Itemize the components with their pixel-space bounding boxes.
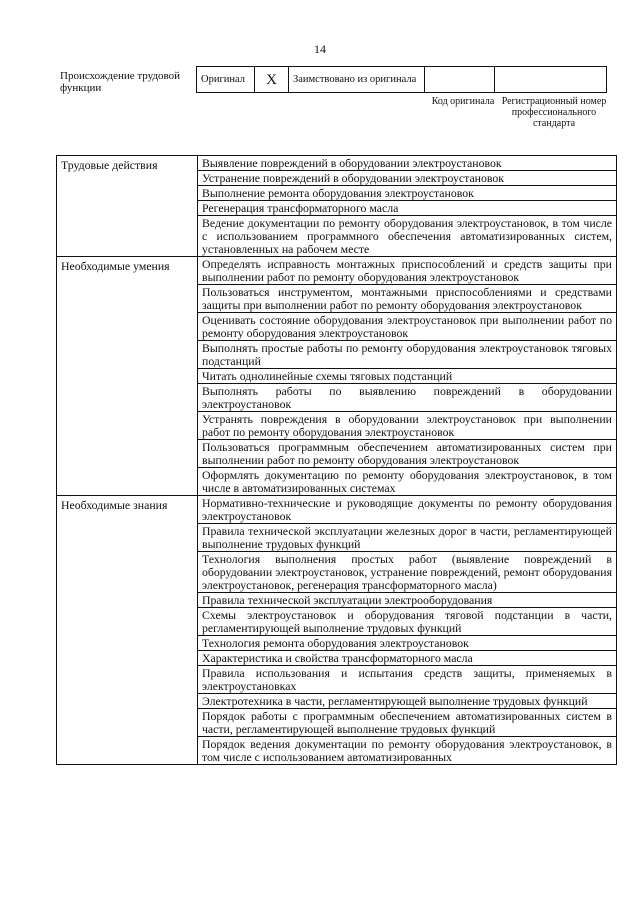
required-knowledge-item: Правила технической эксплуатации электрооборудования	[198, 593, 617, 608]
required-skills-item: Пользоваться программным обеспечением автоматизированных систем при выполнении работ по ремонту оборудования электроустановок	[198, 440, 617, 468]
labor-actions-item: Ведение документации по ремонту оборудования электроустановок, в том числе с использованием программного обеспечения автоматизированных систем, установленных на рабочем месте	[198, 216, 617, 257]
required-knowledge-item: Электротехника в части, регламентирующей выполнение трудовых функций	[198, 694, 617, 709]
original-mark: X	[255, 67, 289, 93]
labor-actions-item: Устранение повреждений в оборудовании электроустановок	[198, 171, 617, 186]
function-origin-table	[196, 66, 607, 93]
required-knowledge-item: Порядок ведения документации по ремонту оборудования электроустановок, в том числе с использованием автоматизированных	[198, 737, 617, 765]
table-row	[57, 156, 617, 171]
required-knowledge-item: Технология выполнения простых работ (выявление повреждений в оборудовании электроустановок, устранение повреждений, ремонт оборудования электроустановок, регенерация трансформаторного масла)	[198, 552, 617, 593]
labor-actions-item: Выполнение ремонта оборудования электроустановок	[198, 186, 617, 201]
required-knowledge-label: Необходимые знания	[57, 496, 198, 765]
registration-number-cell	[495, 67, 607, 93]
labor-actions-item: Выявление повреждений в оборудовании электроустановок	[198, 156, 617, 171]
labor-actions-label: Трудовые действия	[57, 156, 198, 257]
required-skills-item: Читать однолинейные схемы тяговых подстанций	[198, 369, 617, 384]
registration-caption: Регистрационный номер профессионального стандарта	[501, 96, 607, 129]
required-knowledge-item: Правила технической эксплуатации железных дорог в части, регламентирующей выполнение трудовых функций	[198, 524, 617, 552]
required-skills-item: Оформлять документацию по ремонту оборудования электроустановок, в том числе в автоматизированных системах	[198, 468, 617, 496]
required-skills-item: Оценивать состояние оборудования электроустановок при выполнении работ по ремонту оборудования электроустановок	[198, 313, 617, 341]
table-row	[57, 257, 617, 285]
required-knowledge-item: Технология ремонта оборудования электроустановок	[198, 636, 617, 651]
required-knowledge-item: Порядок работы с программным обеспечением автоматизированных систем в части, регламентирующей выполнение трудовых функций	[198, 709, 617, 737]
required-skills-item: Выполнять работы по выявлению повреждений в оборудовании электроустановок	[198, 384, 617, 412]
function-origin-block	[56, 66, 616, 150]
labor-function-body	[57, 156, 617, 765]
borrowed-label: Заимствовано из оригинала	[289, 67, 425, 93]
required-skills-item: Выполнять простые работы по ремонту оборудования электроустановок тяговых подстанций	[198, 341, 617, 369]
required-knowledge-item: Правила использования и испытания средств защиты, применяемых в электроустановках	[198, 666, 617, 694]
required-skills-label: Необходимые умения	[57, 257, 198, 496]
code-caption: Код оригинала	[431, 96, 495, 107]
required-knowledge-item: Нормативно-технические и руководящие документы по ремонту оборудования электроустановок	[198, 496, 617, 524]
page-number: 14	[314, 42, 326, 56]
labor-actions-item: Регенерация трансформаторного масла	[198, 201, 617, 216]
required-knowledge-item: Характеристика и свойства трансформаторного масла	[198, 651, 617, 666]
required-skills-item: Устранять повреждения в оборудовании электроустановок при выполнении работ по ремонту оборудования электроустановок	[198, 412, 617, 440]
labor-function-table	[56, 155, 617, 765]
function-origin-label: Происхождение трудовой функции	[60, 70, 181, 94]
original-code-cell	[425, 67, 495, 93]
original-label: Оригинал	[197, 67, 255, 93]
required-skills-item: Пользоваться инструментом, монтажными приспособлениями и средствами защиты при выполнении работ по ремонту оборудования электроустановок	[198, 285, 617, 313]
required-skills-item: Определять исправность монтажных приспособлений и средств защиты при выполнении работ по ремонту оборудования электроустановок	[198, 257, 617, 285]
required-knowledge-item: Схемы электроустановок и оборудования тяговой подстанции в части, регламентирующей выполнение трудовых функций	[198, 608, 617, 636]
table-row	[57, 496, 617, 524]
